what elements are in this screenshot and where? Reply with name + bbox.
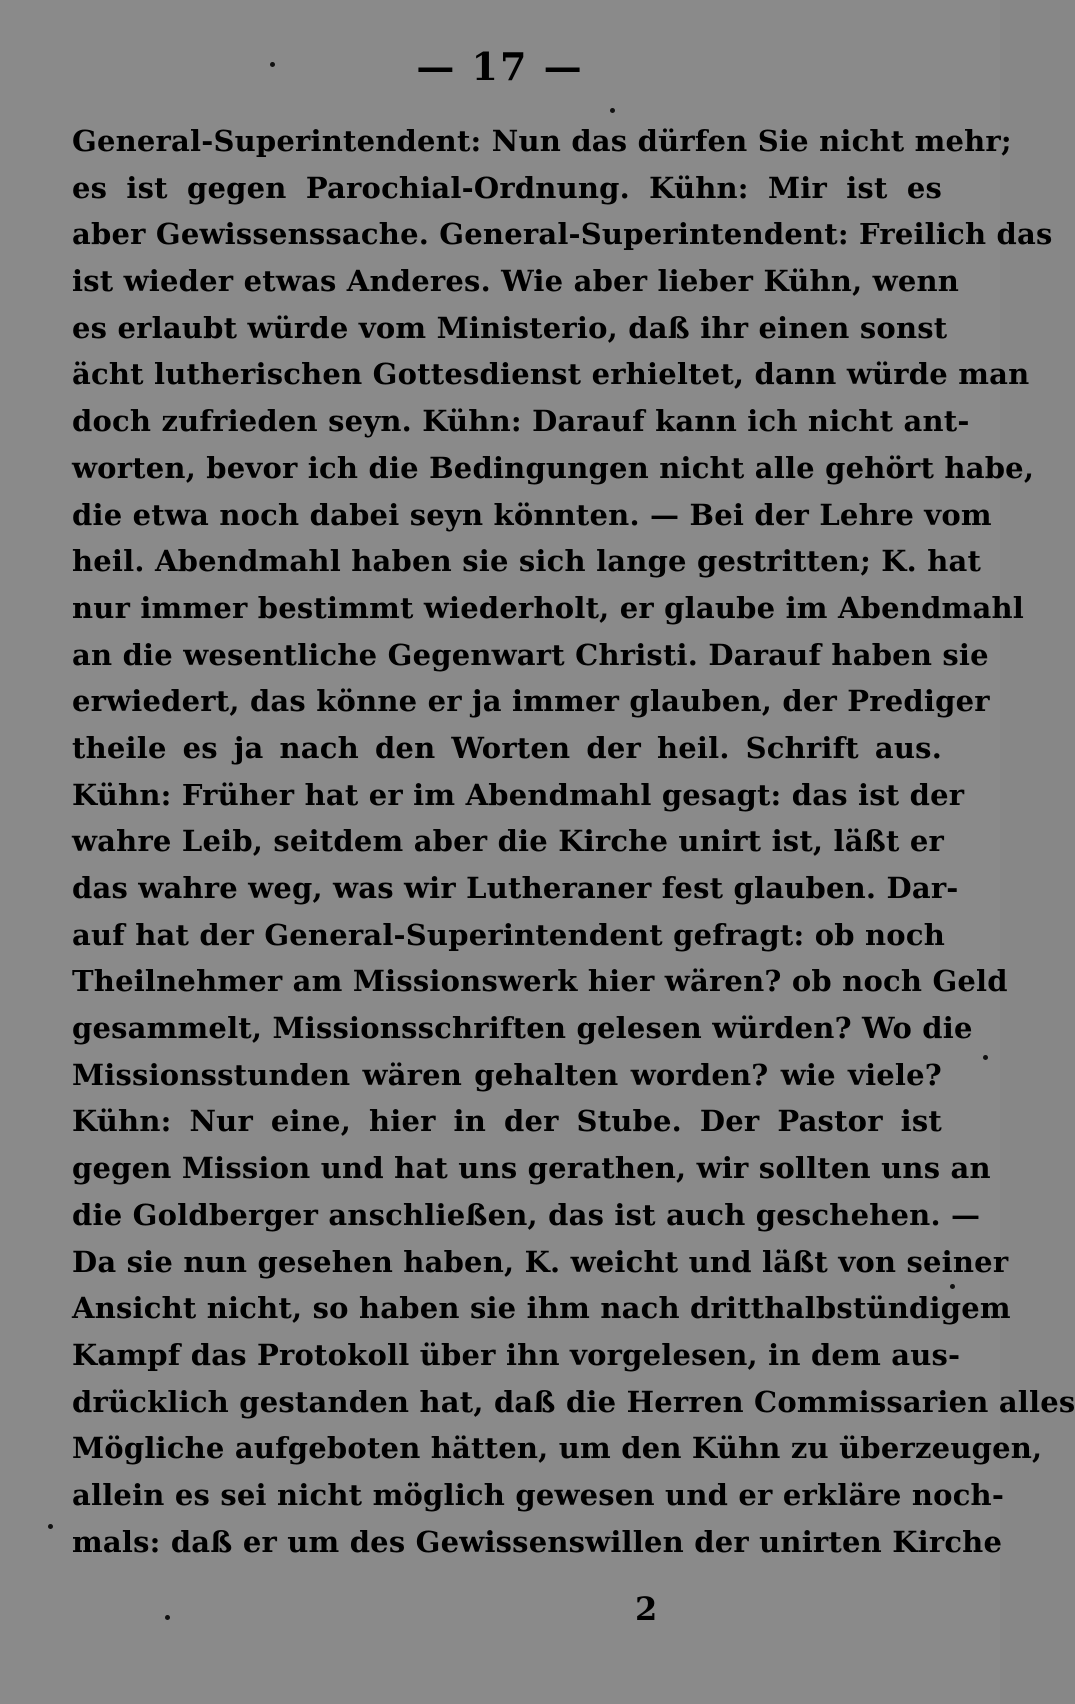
text-line: wahre Leib, seitdem aber die Kirche unirt ist, läßt er xyxy=(72,824,944,859)
text-line: allein es sei nicht möglich gewesen und er erkläre noch- xyxy=(72,1477,1005,1512)
text-line: theile es ja nach den Worten der heil. Schrift aus. xyxy=(72,730,942,765)
text-line: ist wieder etwas Anderes. Wie aber lieber Kühn, wenn xyxy=(72,264,960,299)
text-line: nur immer bestimmt wiederholt, er glaube im Abendmahl xyxy=(72,590,1024,625)
text-line: erwiedert, das könne er ja immer glauben, der Prediger xyxy=(72,684,990,719)
text-line: Mögliche aufgeboten hätten, um den Kühn zu überzeugen, xyxy=(72,1431,1043,1466)
text-line: General-Superintendent: Nun das dürfen Sie nicht mehr; xyxy=(72,124,1012,158)
text-line: Da sie nun gesehen haben, K. weicht und läßt von seiner xyxy=(72,1244,1009,1279)
text-line: gegen Mission und hat uns gerathen, wir sollten uns an xyxy=(72,1151,991,1186)
printer-signature: 2 xyxy=(635,1590,658,1628)
text-line: drücklich gestanden hat, daß die Herren Commissarien alles xyxy=(72,1384,1075,1419)
print-speck xyxy=(950,1284,955,1289)
text-line: an die wesentliche Gegenwart Christi. Darauf haben sie xyxy=(72,637,989,672)
text-line: Kampf das Protokoll über ihn vorgelesen, in dem aus- xyxy=(72,1337,961,1372)
text-line: gesammelt, Missionsschriften gelesen würden? Wo die xyxy=(72,1011,973,1046)
text-line: auf hat der General-Superintendent gefragt: ob noch xyxy=(72,917,945,952)
print-speck xyxy=(165,1615,170,1620)
print-speck xyxy=(610,108,615,113)
text-line: doch zufrieden seyn. Kühn: Darauf kann ich nicht ant- xyxy=(72,404,970,439)
text-line: die etwa noch dabei seyn könnten. — Bei der Lehre vom xyxy=(72,497,992,532)
print-speck xyxy=(270,62,275,67)
print-speck xyxy=(48,1524,53,1529)
text-line: mals: daß er um des Gewissenswillen der unirten Kirche xyxy=(72,1524,1003,1559)
print-speck xyxy=(983,1055,988,1060)
text-line: worten, bevor ich die Bedingungen nicht alle gehört habe, xyxy=(72,450,1035,485)
text-line: es ist gegen Parochial-Ordnung. Kühn: Mir ist es xyxy=(72,170,942,205)
page-number: — 17 — xyxy=(416,44,584,89)
text-line: aber Gewissenssache. General-Superintendent: Freilich das xyxy=(72,217,1053,252)
text-line: die Goldberger anschließen, das ist auch geschehen. — xyxy=(72,1197,981,1232)
text-line: Kühn: Früher hat er im Abendmahl gesagt: das ist der xyxy=(72,777,965,812)
text-line: heil. Abendmahl haben sie sich lange gestritten; K. hat xyxy=(72,544,982,579)
text-line: es erlaubt würde vom Ministerio, daß ihr einen sonst xyxy=(72,310,948,345)
body-text xyxy=(72,118,1075,1565)
text-line: Theilnehmer am Missionswerk hier wären? ob noch Geld xyxy=(72,964,1008,999)
text-line: das wahre weg, was wir Lutheraner fest glauben. Dar- xyxy=(72,871,959,905)
text-line: Kühn: Nur eine, hier in der Stube. Der Pastor ist xyxy=(72,1104,942,1139)
text-line: ächt lutherischen Gottesdienst erhieltet, dann würde man xyxy=(72,357,1030,392)
text-line: Ansicht nicht, so haben sie ihm nach dritthalbstündigem xyxy=(72,1291,1011,1326)
text-line: Missionsstunden wären gehalten worden? wie viele? xyxy=(72,1057,942,1092)
